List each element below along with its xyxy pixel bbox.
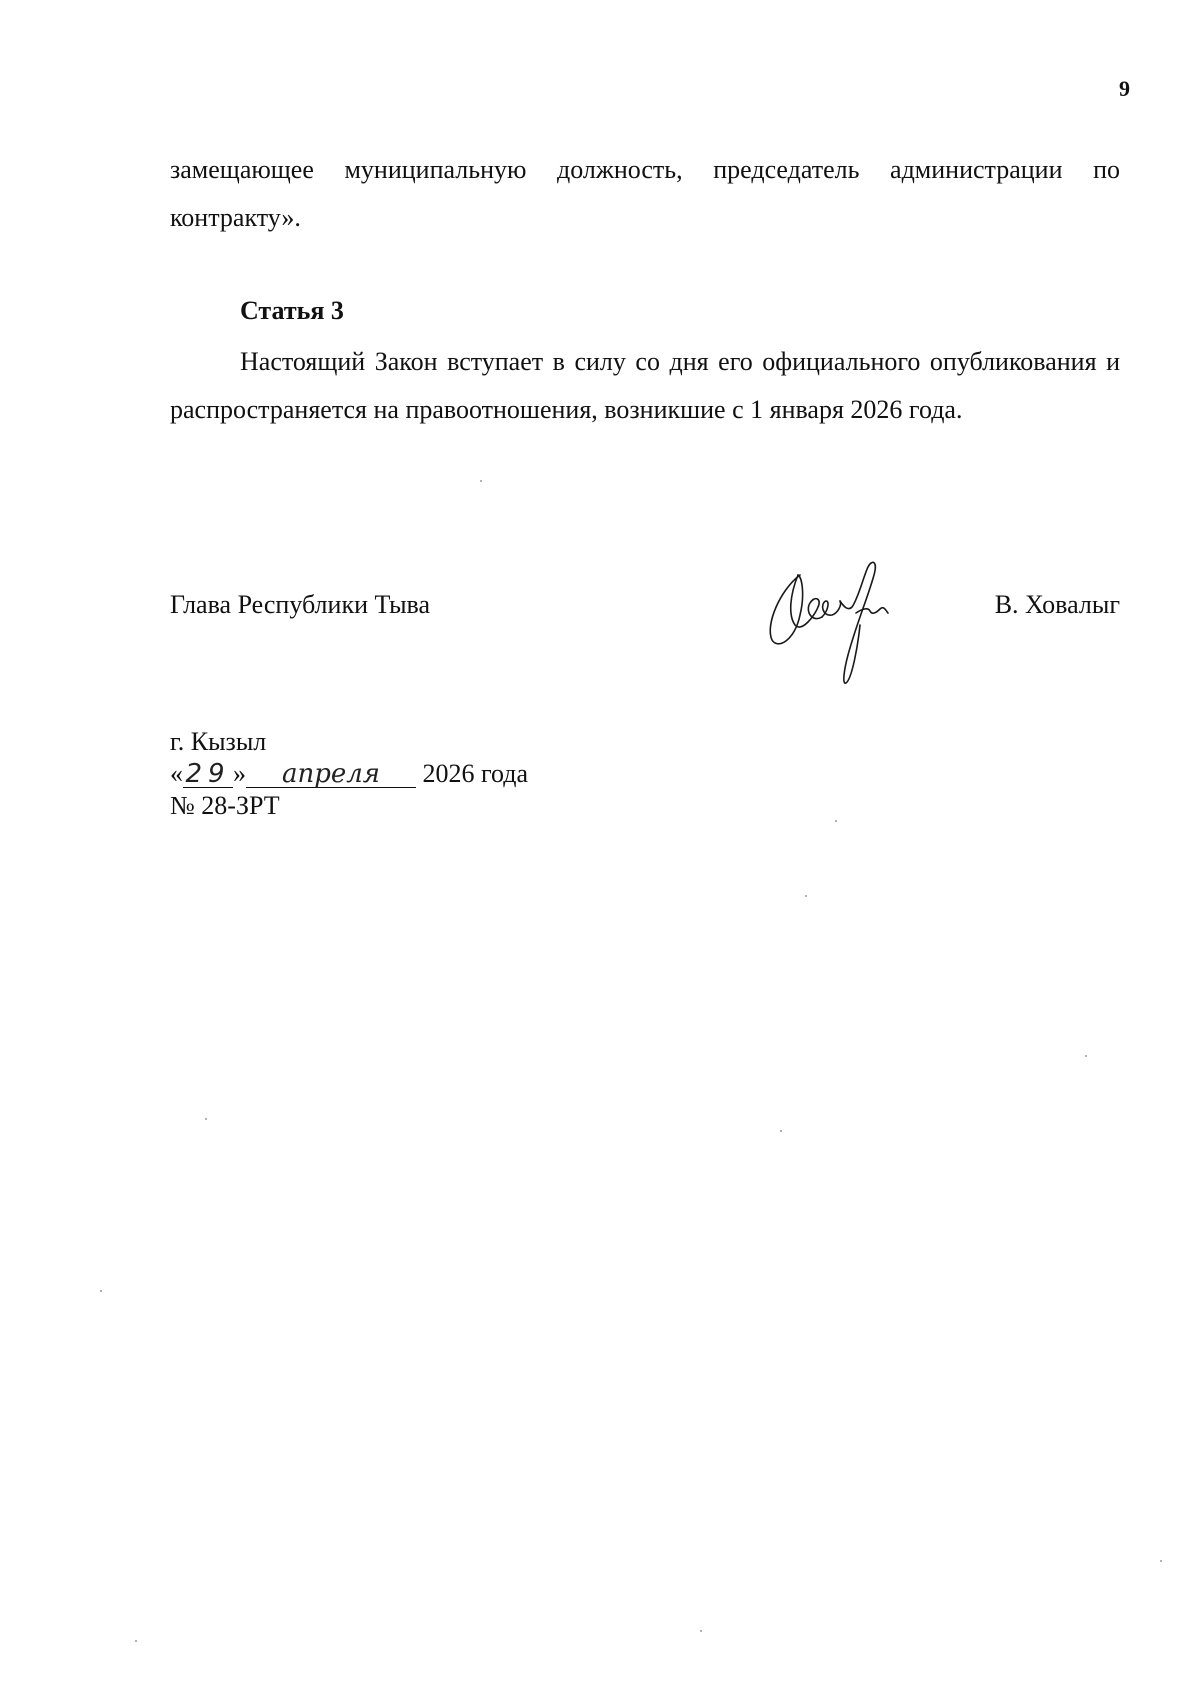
date-line (170, 758, 528, 790)
page-number: 9 (1119, 76, 1130, 101)
quote-close: » (233, 759, 246, 788)
quote-open: « (170, 759, 183, 788)
city: г. Кызыл (170, 727, 267, 756)
place-date-block (170, 726, 528, 822)
signatory-name: В. Ховалыг (994, 590, 1120, 619)
article-3-text: Настоящий Закон вступает в силу со дня его официального опубликования и распространяется на правоотношения, возникшие с 1 января 2026 года. (170, 347, 1120, 424)
continuation-paragraph: замещающее муниципальную должность, председатель администрации по контракту». (170, 155, 1120, 232)
handwritten-month: апреля (246, 761, 416, 788)
year-text: 2026 года (422, 759, 529, 788)
article-3-heading: Статья 3 (240, 296, 344, 325)
document-number: № 28-ЗРТ (170, 791, 280, 820)
handwritten-signature (760, 555, 920, 695)
handwritten-day: 29 (183, 761, 233, 788)
signatory-title: Глава Республики Тыва (170, 590, 431, 619)
